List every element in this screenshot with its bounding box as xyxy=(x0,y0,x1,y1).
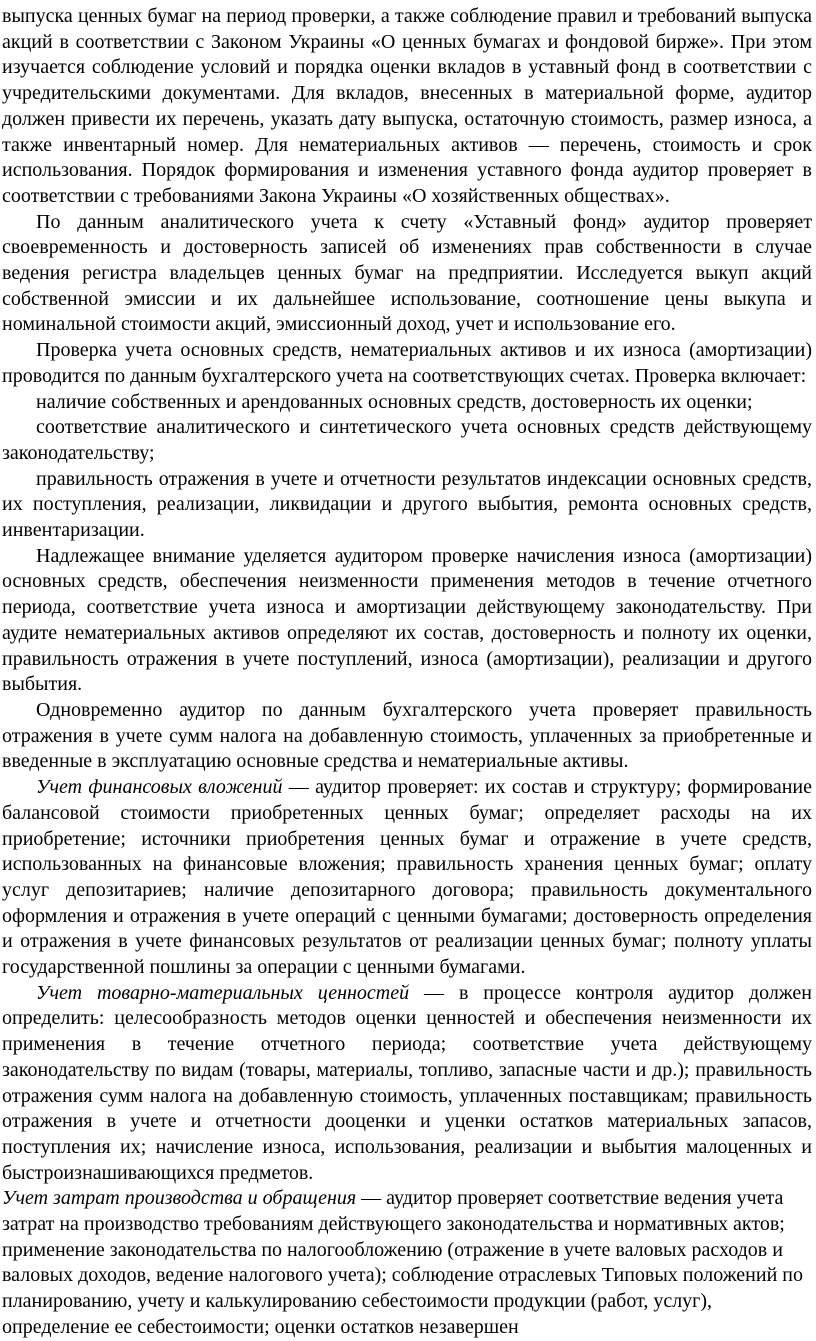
paragraph-3: Проверка учета основных средств, нематериальных активов и их износа (амортизации) проводится по данным бухгалтерского учета на соответствующих счетах. Проверка включает: xyxy=(2,339,812,387)
paragraph-5: Одновременно аудитор по данным бухгалтерского учета проверяет правильность отражения в учете сумм налога на добавленную стоимость, уплаченных за приобретенные и введенные в эксплуатацию основные средства и нематериальные активы. xyxy=(2,698,812,773)
section-body-production-costs: — аудитор проверяет соответствие ведения учета затрат на производство требованиям действующего законодательства и нормативных актов; применение законодательства по налогообложению (отражение в учете валовых расходов и валовых доходов, ведение налогового учета); соблюдение отраслевых Типовых положений по планированию, учету и калькулированию себестоимости продукции (работ, услуг), определение ее себестоимости; оценки остатков незавершен xyxy=(2,1187,803,1338)
section-body-inventory: — в процессе контроля аудитор должен определить: целесообразность методов оценки ценностей и обеспечения неизменности их применения в течение отчетного периода; соответствие учета действующему законодательству по видам (товары, материалы, топливо, запасные части и др.); правильность отражения сумм налога на добавленную стоимость, уплаченных поставщикам; правильность отражения в учете и отчетности дооценки и уценки остатков материальных запасов, поступления их; начисление износа, использования, реализации и выбытия малоценных и быстроизнашивающихся предметов. xyxy=(2,981,812,1184)
section-lead-financial-investments: Учет финансовых вложений xyxy=(36,776,283,799)
paragraph-4: Надлежащее внимание уделяется аудитором проверке начисления износа (амортизации) основных средств, обеспечения неизменности применения методов в течение отчетного периода, соответствие учета износа и амортизации действующему законодательству. При аудите нематериальных активов определяют их состав, достоверность и полноту их оценки, правильность отражения в учете поступлений, износа (амортизации), реализации и другого выбытия. xyxy=(2,544,812,696)
paragraph-production-costs xyxy=(2,1186,812,1340)
list-item-3: правильность отражения в учете и отчетности результатов индексации основных средств, их поступления, реализации, ликвидации и другого выбытия, ремонта основных средств, инвентаризации. xyxy=(2,467,812,542)
paragraph-inventory xyxy=(2,981,812,1187)
section-lead-production-costs: Учет затрат производства и обращения xyxy=(2,1187,357,1210)
paragraph-1: выпуска ценных бумаг на период проверки, а также соблюдение правил и требований выпуска акций в соответствии с Законом Украины «О ценных бумагах и фондовой бирже». При этом изучается соблюдение условий и порядка оценки вкладов в уставный фонд в соответствии с учредительскими документами. Для вкладов, внесенных в материальной форме, аудитор должен привести их перечень, указать дату выпуска, остаточную стоимость, размер износа, а также инвентарный номер. Для нематериальных активов — перечень, стоимость и срок использования. Порядок формирования и изменения уставного фонда аудитор проверяет в соответствии с требованиями Закона Украины «О хозяйственных обществах». xyxy=(2,5,812,207)
paragraph-2: По данным аналитического учета к счету «Уставный фонд» аудитор проверяет своевременность и достоверность записей об изменениях прав собственности в случае ведения регистра владельцев ценных бумаг на предприятии. Исследуется выкуп акций собственной эмиссии и их дальнейшее использование, соотношение цены выкупа и номинальной стоимости акций, эмиссионный доход, учет и использование его. xyxy=(2,210,812,336)
paragraph-financial-investments xyxy=(2,775,812,981)
section-lead-inventory: Учет товарно-материальных ценностей xyxy=(36,981,410,1004)
list-item-1: наличие собственных и арендованных основных средств, достоверность их оценки; xyxy=(36,390,753,413)
list-item-2: соответствие аналитического и синтетического учета основных средств действующему законодательству; xyxy=(2,416,812,464)
section-body-financial-investments: — аудитор проверяет: их состав и структуру; формирование балансовой стоимости приобретенных ценных бумаг; определяет расходы на их приобретение; источники приобретения ценных бумаг и отражение в учете средств, использованных на финансовые вложения; правильность хранения ценных бумаг; оплату услуг депозитариев; наличие депозитарного договора; правильность документального оформления и отражения в учете операций с ценными бумагами; достоверность определения и отражения в учете финансовых результатов от реализации ценных бумаг; полноту уплаты государственной пошлины за операции с ценными бумагами. xyxy=(2,776,812,979)
